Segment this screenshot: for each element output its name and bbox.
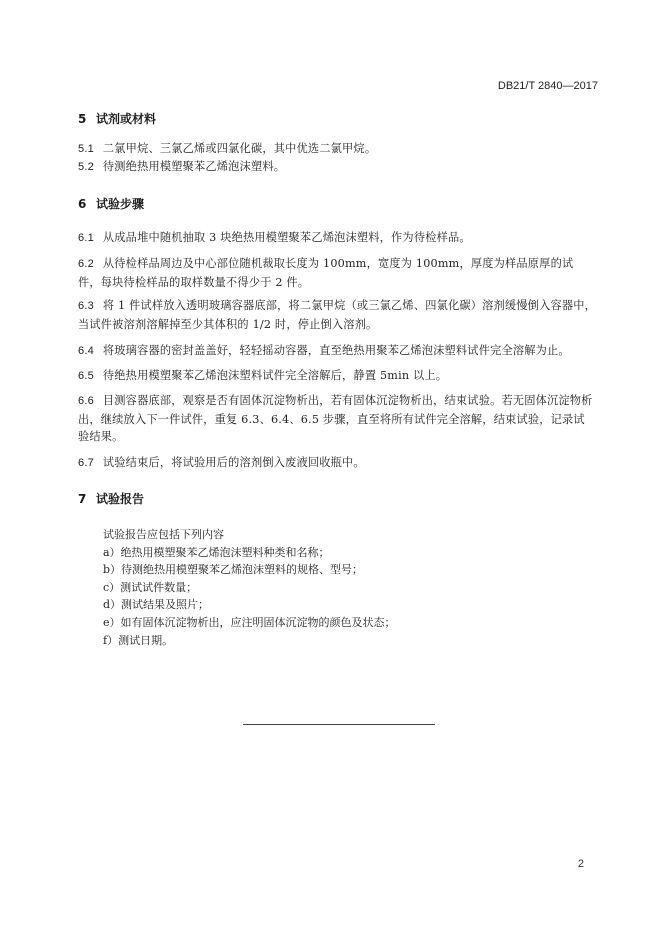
section-7-heading [78, 490, 144, 507]
clause-6-4 [78, 342, 596, 361]
clause-text: 试验结束后，将试验用后的溶剂倒入废液回收瓶中。 [102, 456, 365, 469]
clause-text: 待绝热用模塑聚苯乙烯泡沫塑料试件完全溶解后，静置 5min 以上。 [102, 369, 448, 382]
section-title: 试验报告 [96, 492, 145, 506]
section-number: 5 [78, 112, 87, 126]
clause-6-6 [78, 392, 596, 446]
clause-text: 从成品堆中随机抽取 3 块绝热用模塑聚苯乙烯泡沫塑料，作为待检样品。 [102, 231, 471, 244]
report-intro: 试验报告应包括下列内容 [103, 528, 224, 541]
clause-number: 5.2 [78, 161, 94, 173]
report-item-f: f）测试日期。 [103, 633, 174, 647]
clause-6-3 [78, 297, 596, 333]
section-title: 试剂或材料 [96, 112, 157, 126]
report-item-c: c）测试试件数量； [103, 580, 198, 594]
clause-number: 6.1 [78, 232, 94, 244]
report-item-d: d）测试结果及照片； [103, 598, 210, 612]
section-6-heading [78, 195, 144, 212]
section-number: 6 [78, 197, 87, 211]
report-item-b: b）待测绝热用模塑聚苯乙烯泡沫塑料的规格、型号； [103, 563, 364, 577]
end-of-text-rule [243, 724, 435, 725]
clause-6-1 [78, 229, 596, 248]
clause-5-1 [78, 140, 596, 159]
clause-number: 6.5 [78, 370, 94, 382]
clause-text: 将 1 件试样放入透明玻璃容器底部，将二氯甲烷（或三氯乙烯、四氯化碳）溶剂缓慢倒入容器中，当试件被溶剂溶解掉至少其体积的 1/2 时，停止倒入溶剂。 [78, 299, 597, 331]
page-number: 2 [577, 858, 584, 870]
section-number: 7 [78, 492, 87, 506]
clause-number: 6.4 [78, 345, 94, 357]
report-contents [103, 526, 603, 649]
clause-6-5 [78, 367, 596, 386]
clause-text: 目测容器底部，观察是否有固体沉淀物析出，若有固体沉淀物析出，结束试验。若无固体沉淀物析出，继续放入下一件试件，重复 6.3、6.4、6.5 步骤，直至将所有试件完全溶解，结束试验，记录试验结果。 [78, 394, 593, 443]
section-5-heading [78, 110, 156, 127]
clause-number: 6.3 [78, 300, 94, 312]
clause-text: 将玻璃容器的密封盖盖好，轻轻摇动容器，直至绝热用聚苯乙烯泡沫塑料试件完全溶解为止。 [102, 344, 570, 357]
clause-number: 5.1 [78, 143, 94, 155]
clause-text: 二氯甲烷、三氯乙烯或四氯化碳，其中优选二氯甲烷。 [102, 142, 377, 155]
section-title: 试验步骤 [96, 197, 145, 211]
clause-number: 6.6 [78, 395, 94, 407]
report-item-e: e）如有固体沉淀物析出，应注明固体沉淀物的颜色及状态； [103, 615, 396, 629]
report-item-a: a）绝热用模塑聚苯乙烯泡沫塑料种类和名称； [103, 545, 330, 559]
clause-text: 待测绝热用模塑聚苯乙烯泡沫塑料。 [102, 160, 286, 173]
clause-6-7 [78, 454, 596, 473]
clause-number: 6.7 [78, 457, 94, 469]
clause-number: 6.2 [78, 258, 94, 270]
document-code: DB21/T 2840—2017 [497, 80, 598, 92]
clause-5-2 [78, 158, 596, 177]
clause-6-2 [78, 255, 596, 291]
clause-text: 从待检样品周边及中心部位随机裁取长度为 100mm，宽度为 100mm，厚度为样品原厚的试件，每块待检样品的取样数量不得少于 2 件。 [78, 257, 574, 289]
